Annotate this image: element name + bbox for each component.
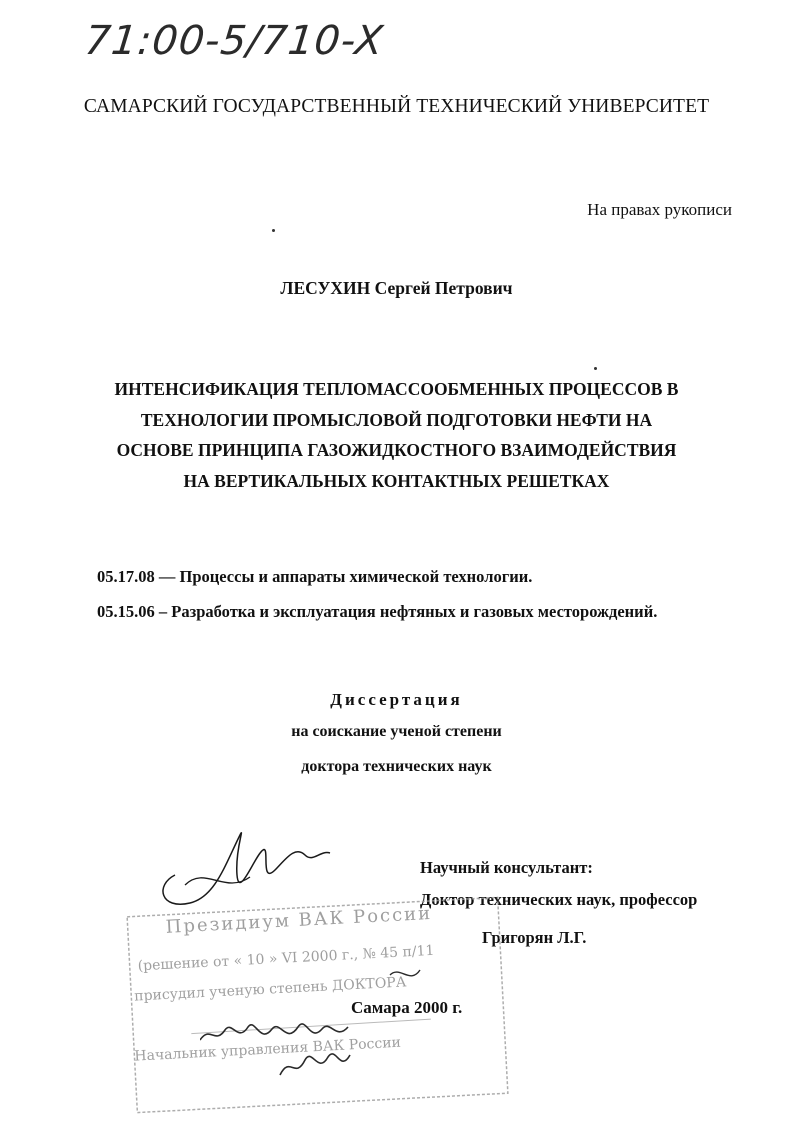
stamp-handwriting xyxy=(200,955,490,1085)
degree-line: доктора технических наук xyxy=(301,758,492,775)
title-line: ОСНОВЕ ПРИНЦИПА ГАЗОЖИДКОСТНОГО ВЗАИМОДЕЙСТВИЯ xyxy=(116,440,677,460)
consultant-name: Григорян Л.Г. xyxy=(482,928,587,947)
stamp-text: (решение от « 10 » VI 2000 г., № 45 п/11 xyxy=(137,942,435,975)
specialty-code-1: 05.17.08 — Процессы и аппараты химической технологии. xyxy=(97,567,533,586)
title-line: ТЕХНОЛОГИИ ПРОМЫСЛОВОЙ ПОДГОТОВКИ НЕФТИ НА xyxy=(140,409,653,430)
specialty-code-2: 05.15.06 – Разработка и эксплуатация нефтяных и газовых месторождений. xyxy=(97,602,658,621)
speck xyxy=(594,367,597,370)
document-type: Диссертация xyxy=(330,690,463,709)
title-line: НА ВЕРТИКАЛЬНЫХ КОНТАКТНЫХ РЕШЕТКАХ xyxy=(183,470,610,491)
author-name: ЛЕСУХИН Сергей Петрович xyxy=(280,278,513,298)
city-year: Самара 2000 г. xyxy=(351,998,463,1017)
archive-code: 71:00-5/710-X xyxy=(82,18,386,64)
speck xyxy=(272,229,275,232)
manuscript-note: На правах рукописи xyxy=(587,200,732,219)
consultant-label: Научный консультант: xyxy=(420,858,593,877)
stamp-text: Начальник управления ВАК России xyxy=(134,1034,402,1065)
dissertation-title xyxy=(0,374,793,496)
title-line: ИНТЕНСИФИКАЦИЯ ТЕПЛОМАССООБМЕННЫХ ПРОЦЕССОВ В xyxy=(114,379,679,399)
consultant-title: Доктор технических наук, профессор xyxy=(420,890,698,909)
stamp-text: Президиум ВАК России xyxy=(165,902,433,938)
stamp-text: присудил ученую степень ДОКТОРА xyxy=(133,974,407,1005)
university-name: САМАРСКИЙ ГОСУДАРСТВЕННЫЙ ТЕХНИЧЕСКИЙ УНИВЕРСИТЕТ xyxy=(83,96,710,117)
signature xyxy=(145,815,345,925)
degree-line: на соискание ученой степени xyxy=(291,723,502,740)
